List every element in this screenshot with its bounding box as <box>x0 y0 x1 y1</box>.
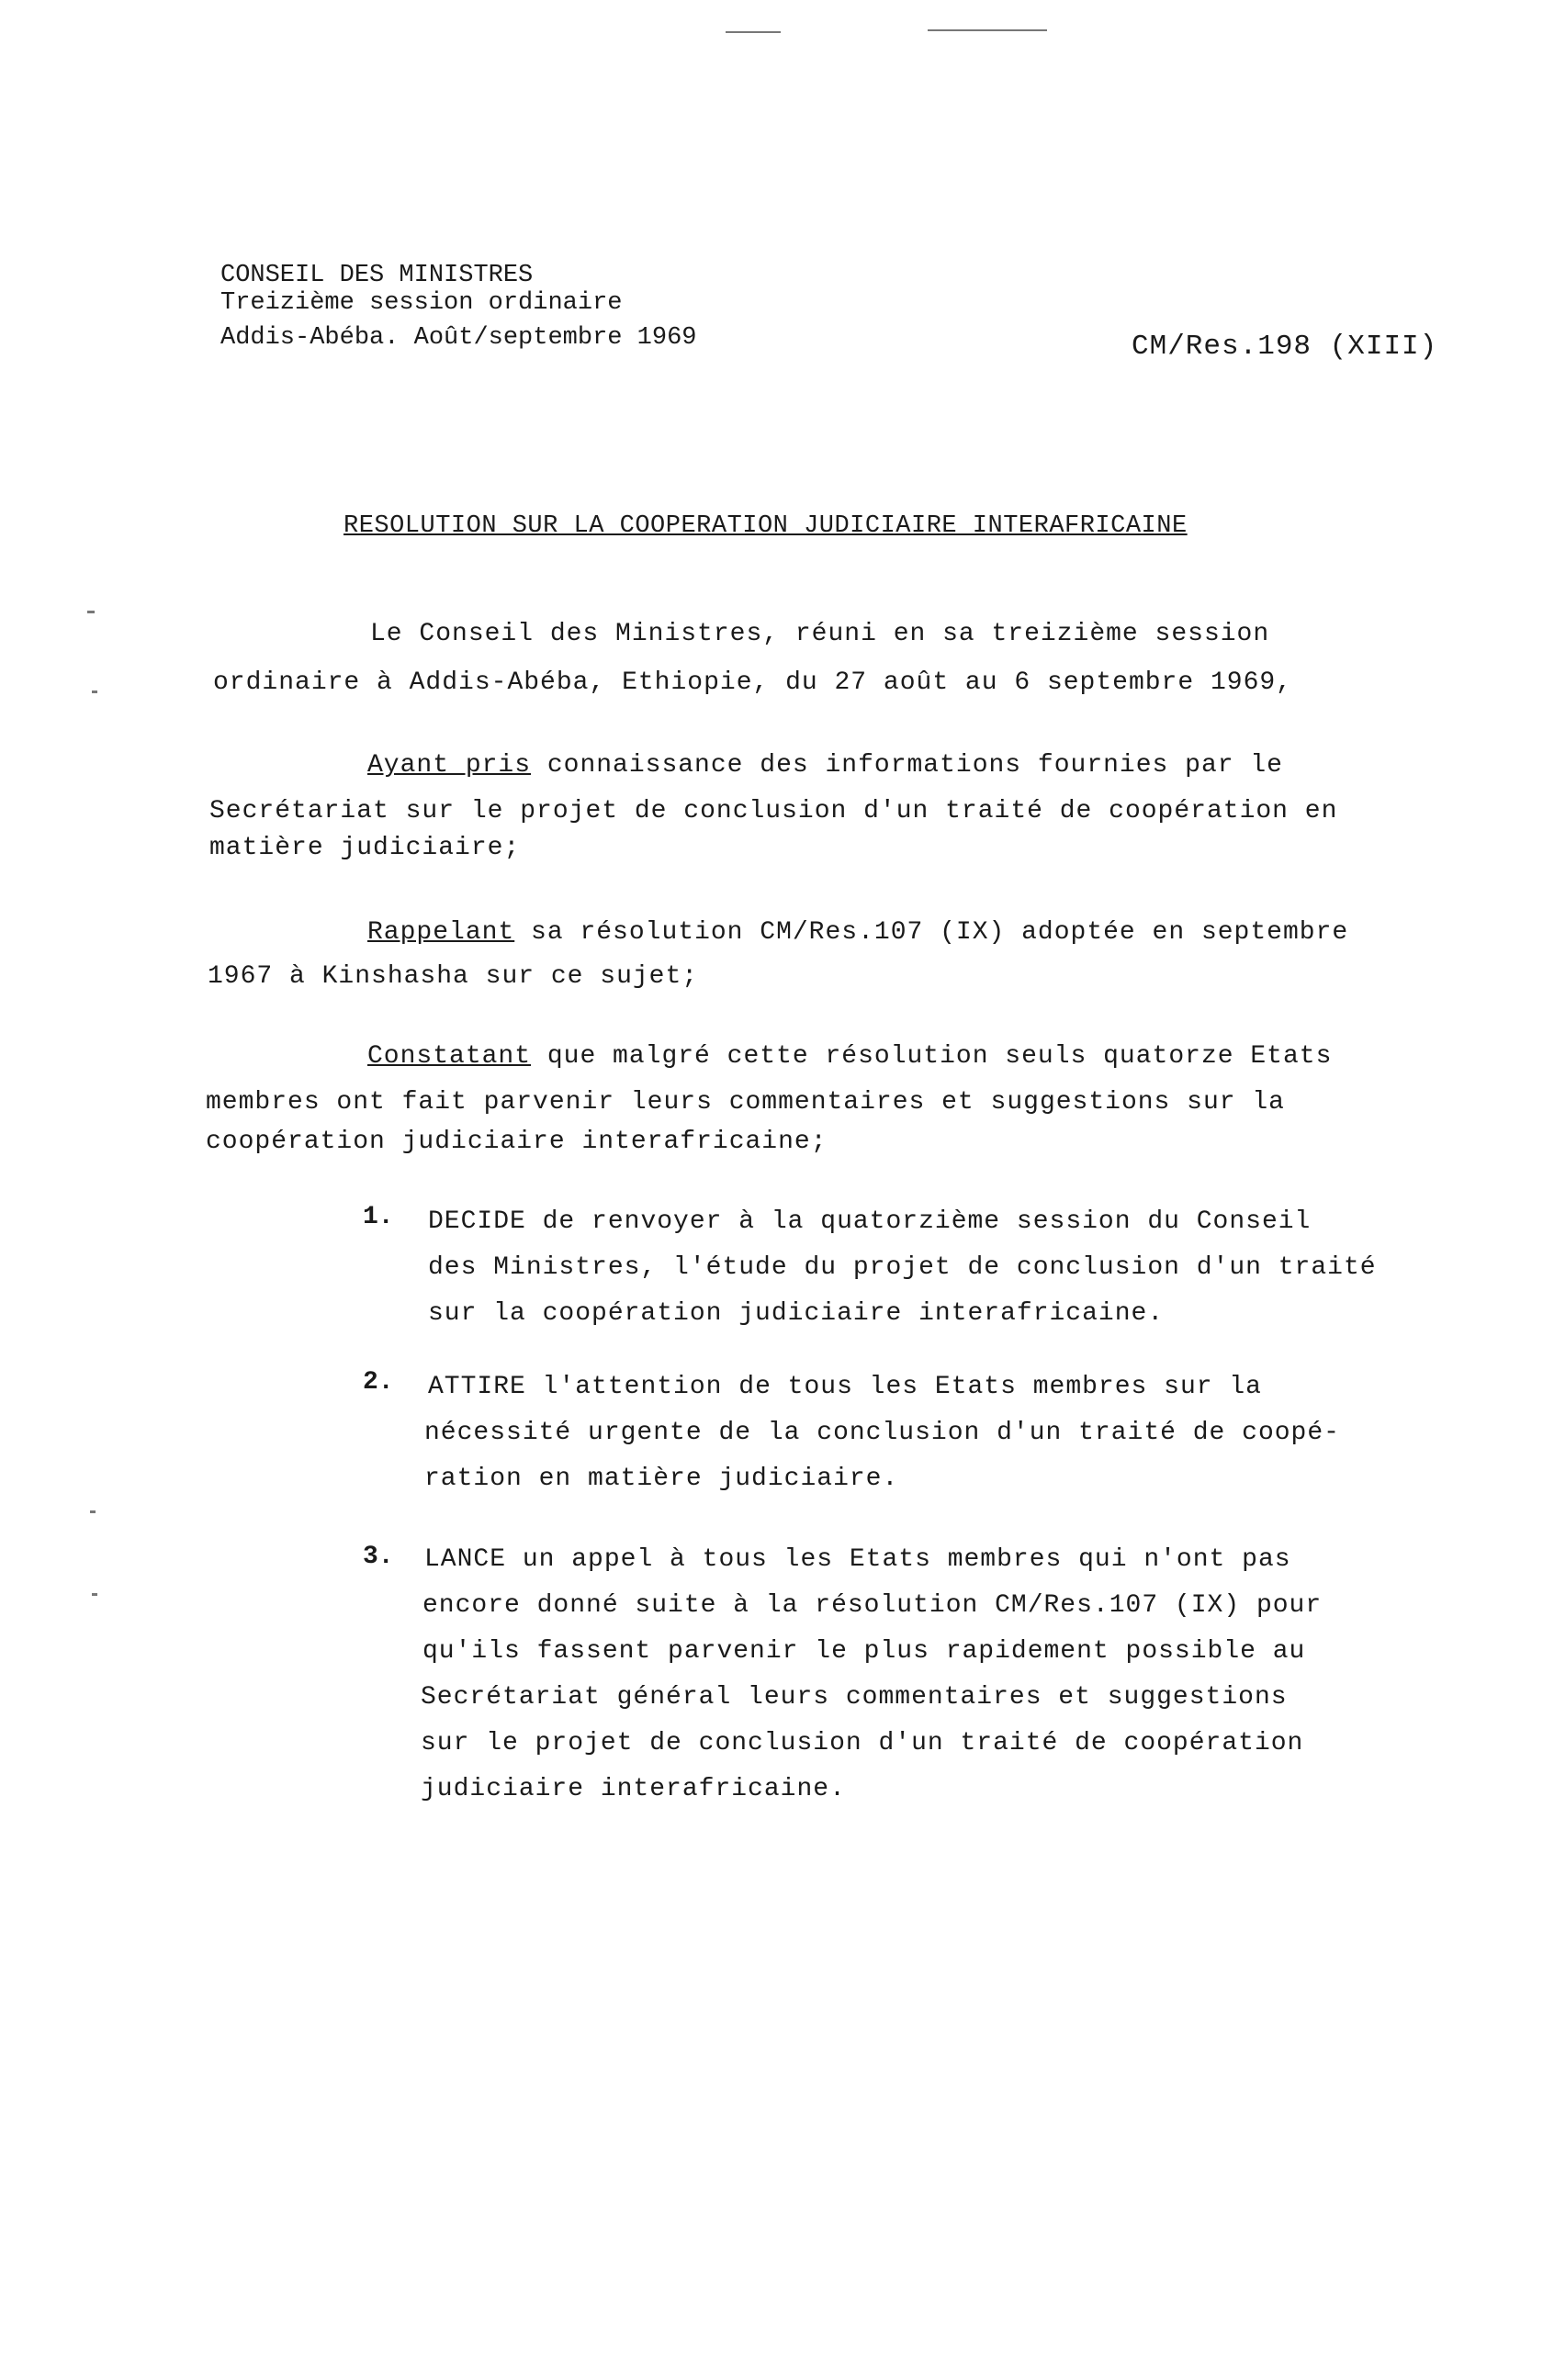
rappelant-line-1 <box>367 918 1348 947</box>
header-session: Treizième session ordinaire <box>220 289 623 317</box>
constatant-text: que malgré cette résolution seuls quatorze Etats <box>531 1042 1333 1071</box>
operative-2-line-3: ration en matière judiciaire. <box>424 1465 899 1493</box>
operative-1-text: de renvoyer à la quatorzième session du Conseil <box>525 1207 1312 1236</box>
scan-mark <box>92 1593 97 1596</box>
opening-line-1: Le Conseil des Ministres, réuni en sa treizième session <box>370 620 1270 648</box>
keyword-ayant-pris: Ayant pris <box>367 751 532 780</box>
keyword-rappelant: Rappelant <box>367 918 515 947</box>
resolution-reference: CM/Res.198 (XIII) <box>1132 331 1438 363</box>
operative-1-line-2: des Ministres, l'étude du projet de conclusion d'un traité <box>428 1253 1377 1282</box>
operative-2-line-1 <box>428 1373 1262 1401</box>
header-place-date: Addis-Abéba. Août/septembre 1969 <box>220 324 697 352</box>
operative-1-line-1 <box>428 1207 1311 1236</box>
verb-decide: DECIDE <box>428 1207 526 1236</box>
operative-number-2: 2. <box>363 1368 394 1397</box>
rappelant-line-2: 1967 à Kinshasha sur ce sujet; <box>208 962 699 991</box>
constatant-line-2: membres ont fait parvenir leurs commentaires et suggestions sur la <box>206 1088 1285 1117</box>
operative-number-3: 3. <box>363 1543 394 1571</box>
operative-3-line-3: qu'ils fassent parvenir le plus rapidement possible au <box>422 1637 1306 1666</box>
operative-3-line-5: sur le projet de conclusion d'un traité de coopération <box>421 1729 1304 1757</box>
scan-mark <box>87 611 95 613</box>
operative-number-1: 1. <box>363 1203 394 1231</box>
header-council: CONSEIL DES MINISTRES <box>220 262 534 289</box>
document-title: RESOLUTION SUR LA COOPERATION JUDICIAIRE INTERAFRICAINE <box>344 512 1188 540</box>
ayant-pris-text: connaissance des informations fournies par le <box>531 751 1283 780</box>
constatant-line-3: coopération judiciaire interafricaine; <box>206 1128 828 1156</box>
scan-mark <box>92 690 97 693</box>
rappelant-text: sa résolution CM/Res.107 (IX) adoptée en septembre <box>514 918 1349 947</box>
keyword-constatant: Constatant <box>367 1042 532 1071</box>
ayant-pris-line-3: matière judiciaire; <box>209 834 521 862</box>
constatant-line-1 <box>367 1042 1332 1071</box>
verb-attire: ATTIRE <box>428 1373 526 1401</box>
operative-2-text: l'attention de tous les Etats membres sur la <box>525 1373 1262 1401</box>
opening-line-2: ordinaire à Addis-Abéba, Ethiopie, du 27 août au 6 septembre 1969, <box>213 668 1292 697</box>
operative-3-line-1 <box>424 1545 1291 1574</box>
operative-2-line-2: nécessité urgente de la conclusion d'un traité de coopé- <box>424 1419 1340 1447</box>
ayant-pris-line-2: Secrétariat sur le projet de conclusion d'un traité de coopération en <box>209 797 1338 825</box>
scan-mark <box>928 29 1047 31</box>
scan-mark <box>90 1510 96 1513</box>
scan-mark <box>726 31 781 33</box>
operative-3-text: un appel à tous les Etats membres qui n'ont pas <box>506 1545 1291 1574</box>
ayant-pris-line-1 <box>367 751 1283 780</box>
operative-1-line-3: sur la coopération judiciaire interafricaine. <box>428 1299 1165 1328</box>
operative-3-line-2: encore donné suite à la résolution CM/Res.107 (IX) pour <box>422 1591 1323 1620</box>
verb-lance: LANCE <box>424 1545 507 1574</box>
operative-3-line-4: Secrétariat général leurs commentaires et suggestions <box>421 1683 1288 1712</box>
operative-3-line-6: judiciaire interafricaine. <box>421 1775 846 1803</box>
